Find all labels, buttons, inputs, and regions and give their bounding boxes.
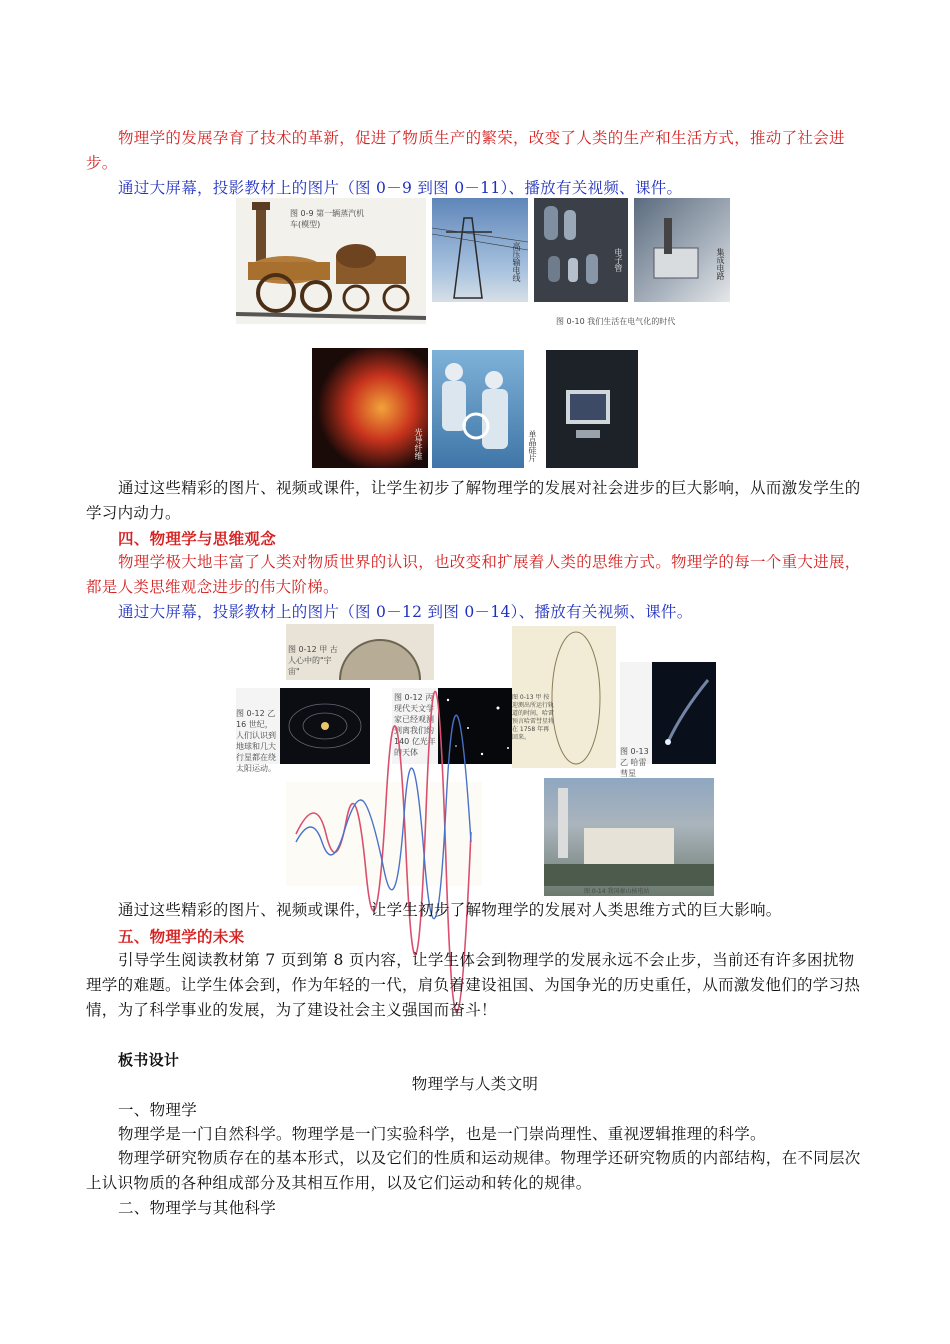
integrated-circuit-figure: [634, 198, 730, 302]
power-line-label: 高压输电线: [512, 242, 521, 282]
section-heading-thinking: 四、物理学与思维观念: [118, 529, 277, 548]
waveform-figure: [286, 782, 482, 886]
silicon-wafer-figure: [528, 350, 638, 468]
deep-space-caption: 图 0-12 丙 现代天文学家已经观测到离我们约 140 亿光年的天体: [394, 693, 436, 757]
paragraph-thinking-impact: 通过这些精彩的图片、视频或课件，让学生初步了解物理学的发展对人类思维方式的巨大影响。: [118, 901, 782, 919]
halley-comet-caption: 图 0-13 乙 哈雷彗星: [620, 747, 649, 778]
board-section-other-sciences: 二、物理学与其他科学: [118, 1199, 277, 1217]
ancient-universe-caption: 图 0-12 甲 古人心中的"宇宙": [288, 645, 338, 676]
steam-locomotive-figure: [236, 198, 426, 324]
board-design-heading: 板书设计: [118, 1051, 180, 1069]
board-physics-definition: 物理学是一门自然科学。物理学是一门实验科学，也是一门崇尚理性、重视逻辑推理的科学。: [118, 1125, 766, 1143]
power-line-figure: [432, 198, 528, 302]
ancient-universe-figure: [286, 624, 434, 680]
deep-space-figure: [392, 688, 520, 764]
vacuum-tube-label: 电子管: [614, 248, 623, 272]
board-physics-research: 物理学研究物质存在的基本形式，以及它们的性质和运动规律。物理学还研究物质的内部结构，在不同层次上认识物质的各种组成部分及其相互作用，以及它们运动和转化的规律。: [86, 1149, 861, 1192]
section-heading-future: 五、物理学的未来: [118, 927, 245, 946]
vacuum-tube-figure: [534, 198, 628, 302]
lab-researchers-figure: [432, 350, 524, 468]
nuclear-plant-figure: [544, 778, 714, 896]
paragraph-projection-1: 通过大屏幕，投影教材上的图片（图 0－9 到图 0－11）、播放有关视频、课件。: [118, 179, 683, 197]
optical-fiber-label: 光导纤维: [414, 428, 423, 460]
silicon-wafer-label: 单晶硅片: [528, 430, 537, 462]
paragraph-future: 引导学生阅读教材第 7 页到第 8 页内容，让学生体会到物理学的发展永远不会止步，当前还有许多困扰物理学的难题。让学生体会到，作为年轻的一代，肩负着建设祖国、为国争光的历史重任，从而激发他们的学习热情，为了科学事业的发展，为了建设社会主义强国而奋斗！: [86, 951, 861, 1019]
halley-comet-figure: [620, 662, 716, 778]
solar-system-figure: [236, 688, 370, 773]
optical-fiber-figure: [312, 348, 428, 468]
comet-orbit-caption: 图 0-13 甲 按迎测出所运行轨道的时间，哈雷预言哈雷彗星将在 1758 年再回来。: [512, 694, 555, 741]
integrated-circuit-label: 集成电路: [716, 248, 725, 280]
paragraph-tech-progress: 物理学的发展孕育了技术的革新，促进了物质生产的繁荣，改变了人类的生产和生活方式，推动了社会进步。: [86, 129, 845, 172]
electric-age-caption: 图 0-10 我们生活在电气化的时代: [556, 317, 676, 326]
locomotive-caption: 图 0-9 第一辆蒸汽机车(模型): [290, 209, 365, 229]
board-title: 物理学与人类文明: [411, 1075, 539, 1093]
comet-orbit-figure: [512, 626, 616, 768]
paragraph-projection-2: 通过大屏幕，投影教材上的图片（图 0－12 到图 0－14）、播放有关视频、课件。: [118, 603, 693, 621]
solar-system-caption: 图 0-12 乙 16 世纪，人们认识到地球和几大行星都在绕太阳运动。: [236, 709, 276, 773]
paragraph-thinking: 物理学极大地丰富了人类对物质世界的认识，也改变和扩展着人类的思维方式。物理学的每一个重大进展，都是人类思维观念进步的伟大阶梯。: [86, 553, 861, 596]
paragraph-social-impact: 通过这些精彩的图片、视频或课件，让学生初步了解物理学的发展对社会进步的巨大影响，从而激发学生的学习内动力。: [86, 479, 861, 522]
nuclear-plant-caption: 图 0-14 我国秦山核电站: [584, 888, 650, 895]
board-section-physics: 一、物理学: [118, 1101, 198, 1119]
